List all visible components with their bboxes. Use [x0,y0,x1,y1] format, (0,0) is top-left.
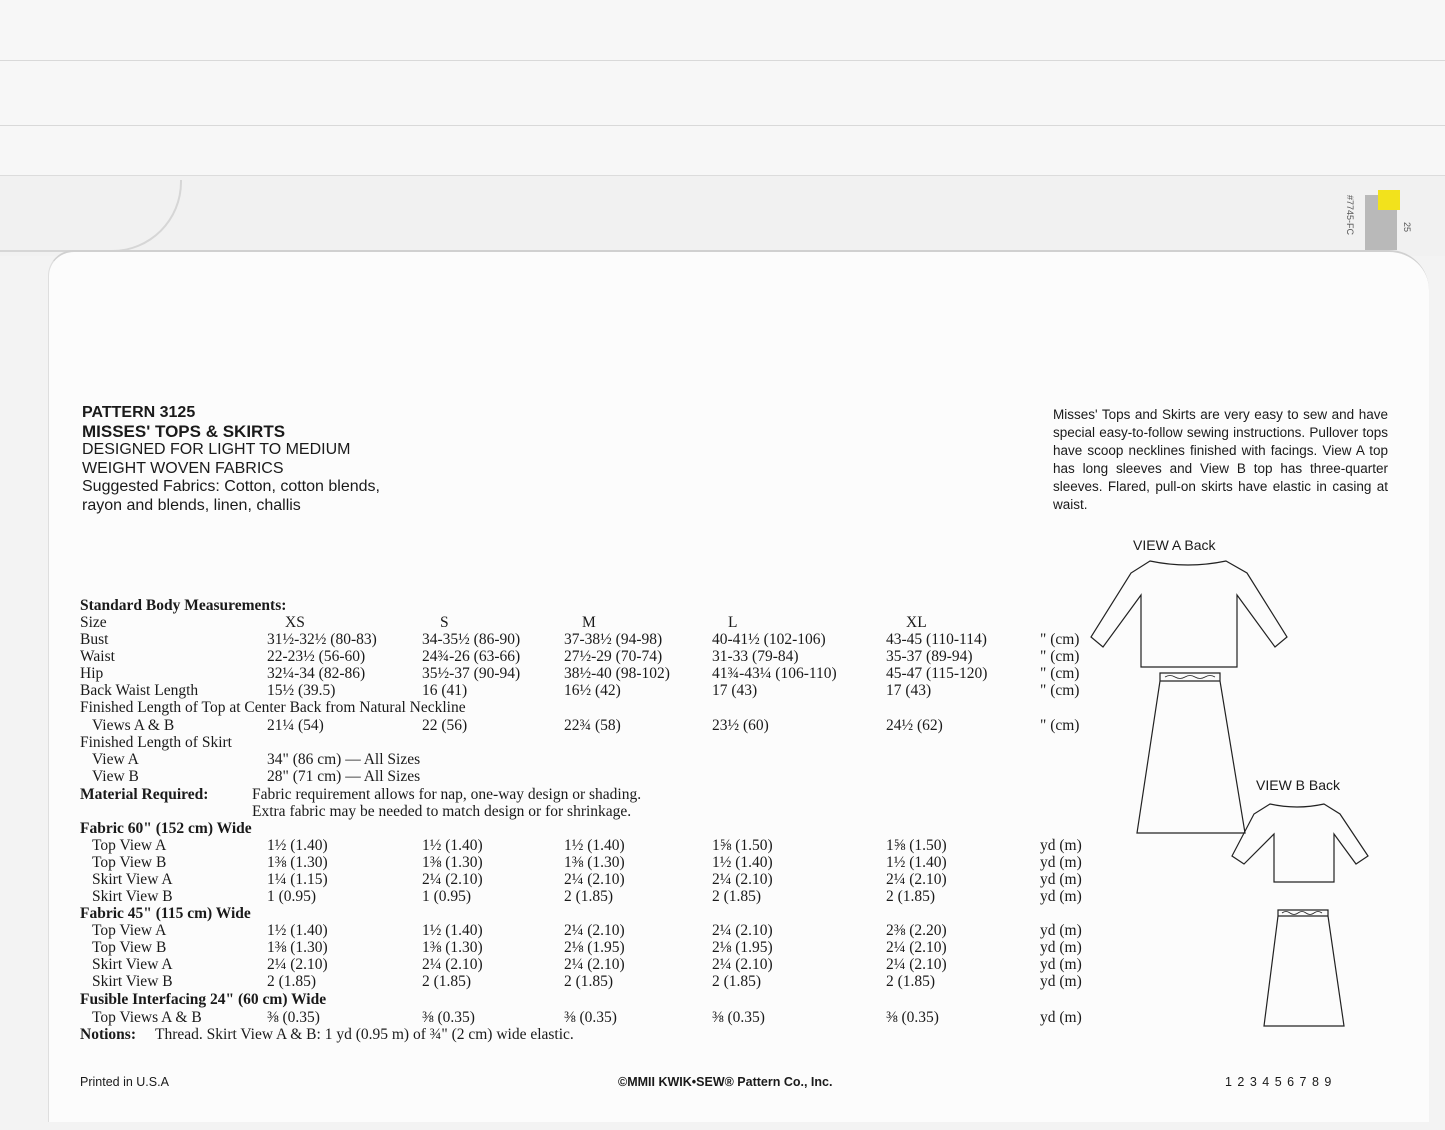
skirt-length-row-a: View A 34" (86 cm) — All Sizes [92,751,421,768]
strip-number: 25 [1402,222,1412,233]
size-s: S [440,614,449,631]
material-note: Extra fabric may be needed to match design or for shrinkage. [252,803,632,820]
fabric-row: Skirt View B 1 (0.95) 1 (0.95) 2 (1.85) 2 (1.85) 2 (1.85) yd (m) [92,888,1082,905]
pattern-subtitle: DESIGNED FOR LIGHT TO MEDIUM [82,441,351,458]
suggested-fabrics: Suggested Fabrics: Cotton, cotton blends, [82,478,380,495]
fabric-row: Top View A 1½ (1.40) 1½ (1.40) 1½ (1.40) 1⅝ (1.50) 1⅝ (1.50) yd (m) [92,837,1082,854]
size-header-row [80,614,1080,631]
measurement-row-bust: Bust 31½-32½ (80-83) 34-35½ (86-90) 37-38½ (94-98) 40-41½ (102-106) 43-45 (110-114) " (cm) [80,631,1080,648]
fabric-row: Top View B 1⅜ (1.30) 1⅜ (1.30) 2⅛ (1.95) 2⅛ (1.95) 2¼ (2.10) yd (m) [92,939,1082,956]
fabric-row: Top View B 1⅜ (1.30) 1⅜ (1.30) 1⅜ (1.30) 1½ (1.40) 1½ (1.40) yd (m) [92,854,1082,871]
copyright: ©MMII KWIK•SEW® Pattern Co., Inc. [618,1075,833,1089]
fabric-row: Skirt View B 2 (1.85) 2 (1.85) 2 (1.85) 2 (1.85) 2 (1.85) yd (m) [92,973,1082,990]
view-b-top-drawing [1232,804,1368,882]
notions-heading: Notions: [80,1026,136,1043]
material-required [80,786,980,820]
view-b-label: VIEW B Back [1256,777,1341,793]
fabric-60-heading: Fabric 60" (152 cm) Wide [80,820,252,837]
size-m: M [582,614,596,631]
top-length-row: Views A & B 21¼ (54) 22 (56) 22¾ (58) 23½ (60) 24½ (62) " (cm) [92,717,1080,734]
pattern-number: PATTERN 3125 [82,404,196,421]
top-length-heading: Finished Length of Top at Center Back from Natural Neckline [80,699,466,716]
view-b-illustration [1230,800,1370,1030]
strip-code: #7745-FC [1345,195,1355,236]
pattern-header [82,403,502,515]
envelope-middle-flap [0,175,1445,256]
suggested-fabrics: rayon and blends, linen, challis [82,496,301,514]
notions-text: Thread. Skirt View A & B: 1 yd (0.95 m) of ¾" (2 cm) wide elastic. [155,1026,574,1043]
view-a-illustration [1095,555,1295,835]
view-a-label: VIEW A Back [1133,537,1216,553]
yellow-tab [1378,190,1400,210]
measurement-row-hip: Hip 32¼-34 (82-86) 35½-37 (90-94) 38½-40 (98-102) 41¾-43¼ (106-110) 45-47 (115-120) " (cm) [80,665,1080,682]
fabric-row: Top Views A & B ⅜ (0.35) ⅜ (0.35) ⅜ (0.35) ⅜ (0.35) ⅜ (0.35) yd (m) [92,1009,1082,1026]
interfacing-heading: Fusible Interfacing 24" (60 cm) Wide [80,991,327,1008]
pattern-description: Misses' Tops and Skirts are very easy to sew and have special easy-to-follow sewing instructions. Pullover tops have scoop necklines finished with facings. View A top has long sleeves and View B top has three-quarter sleeves. Flared, pull-on skirts have elastic in casing at waist. [1053,407,1388,512]
envelope-top-flap [0,0,1445,185]
pattern-subtitle: WEIGHT WOVEN FABRICS [82,459,284,477]
printed-in: Printed in U.S.A [80,1075,169,1089]
material-note: Fabric requirement allows for nap, one-way design or shading. [252,786,642,803]
measurement-row-back-waist: Back Waist Length 15½ (39.5) 16 (41) 16½ (42) 17 (43) 17 (43) " (cm) [80,682,1080,699]
size-label: Size [80,614,107,631]
pattern-title: MISSES' TOPS & SKIRTS [82,422,286,441]
fabric-row: Skirt View A 2¼ (2.10) 2¼ (2.10) 2¼ (2.10) 2¼ (2.10) 2¼ (2.10) yd (m) [92,956,1082,973]
print-run-numbers: 1 2 3 4 5 6 7 8 9 [1225,1075,1333,1089]
view-a-skirt-drawing [1137,673,1245,833]
view-b-skirt-drawing [1264,910,1344,1026]
skirt-length-heading: Finished Length of Skirt [80,734,232,751]
fabric-row: Top View A 1½ (1.40) 1½ (1.40) 2¼ (2.10) 2¼ (2.10) 2⅜ (2.20) yd (m) [92,922,1082,939]
fabric-45-heading: Fabric 45" (115 cm) Wide [80,905,251,922]
size-xs: XS [285,614,305,631]
fabric-row: Skirt View A 1¼ (1.15) 2¼ (2.10) 2¼ (2.10) 2¼ (2.10) 2¼ (2.10) yd (m) [92,871,1082,888]
fold-crease [0,60,1445,61]
measurement-row-waist: Waist 22-23½ (56-60) 24¾-26 (63-66) 27½-29 (70-74) 31-33 (79-84) 35-37 (89-94) " (cm) [80,648,1080,665]
measurements-heading: Standard Body Measurements: [80,597,287,614]
fold-crease [0,125,1445,126]
size-xl: XL [906,614,927,631]
size-l: L [728,614,738,631]
skirt-length-row-b: View B 28" (71 cm) — All Sizes [92,768,421,785]
material-heading: Material Required: [80,786,209,803]
view-a-top-drawing [1091,561,1287,667]
notions [80,1026,880,1043]
